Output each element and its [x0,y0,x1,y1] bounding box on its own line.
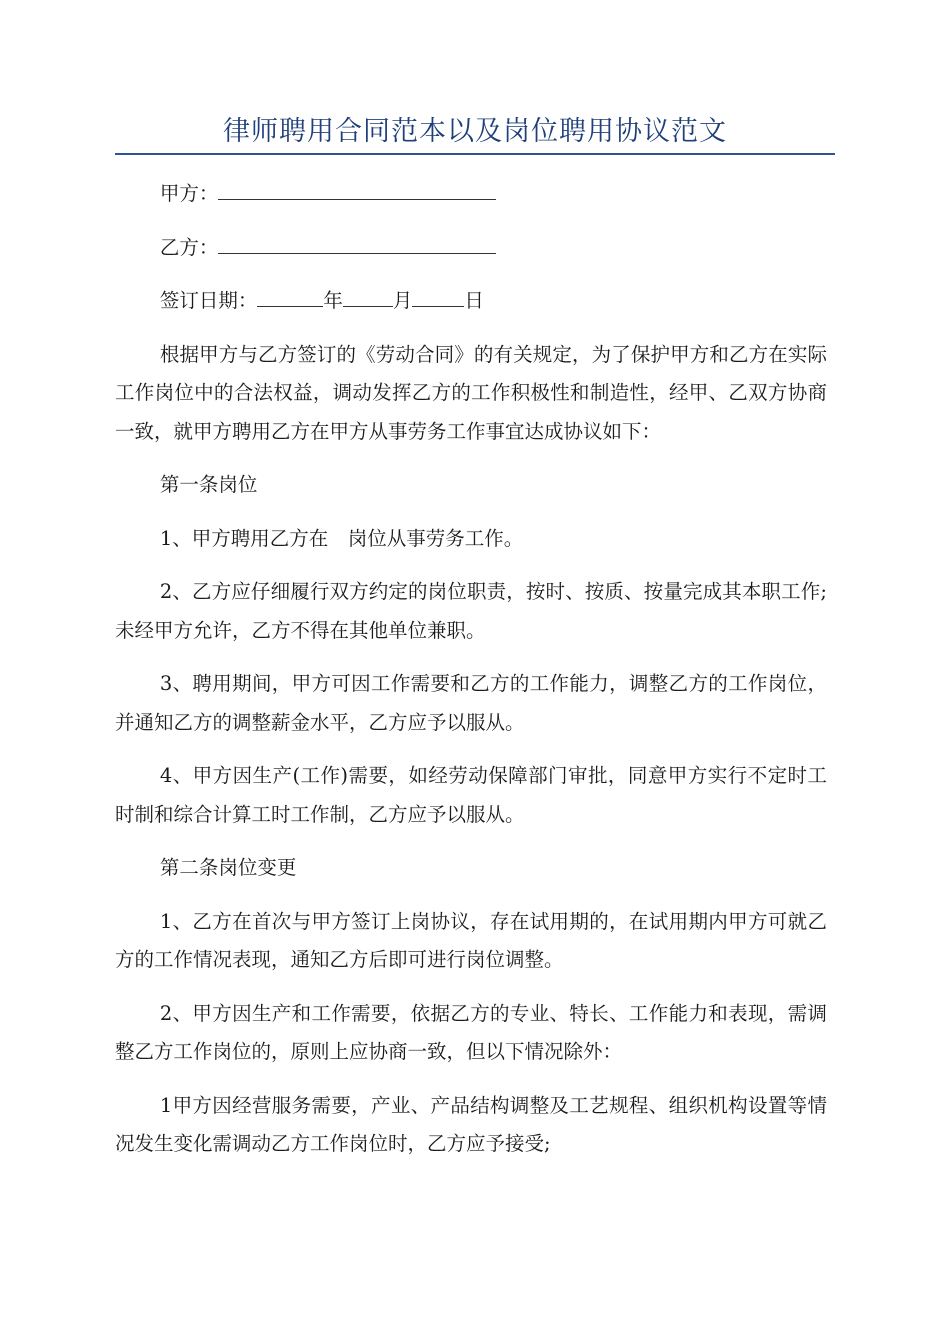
month-label: 月 [392,289,413,312]
article-1-clause-2: 2、乙方应仔细履行双方约定的岗位职责，按时、按质、按量完成其本职工作;未经甲方允许，乙方不得在其他单位兼职。 [115,580,827,642]
article-1-clause-4: 4、甲方因生产(工作)需要，如经劳动保障部门审批，同意甲方实行不定时工时制和综合计算工时工作制，乙方应予以服从。 [115,764,827,826]
title-underline [115,153,835,155]
article-2-heading: 第二条岗位变更 [159,856,297,879]
article-1-heading: 第一条岗位 [159,473,258,496]
party-a-blank [218,177,496,200]
article-1-clause-3: 3、聘用期间，甲方可因工作需要和乙方的工作能力，调整乙方的工作岗位，并通知乙方的调整薪金水平，乙方应予以服从。 [115,672,827,734]
year-label: 年 [323,289,343,312]
month-blank [343,284,393,307]
day-blank [412,284,464,307]
party-a-field [115,175,827,214]
party-b-field [115,229,827,268]
article-2-item-1: 1甲方因经营服务需要，产业、产品结构调整及工艺规程、组织机构设置等情况发生变化需调动乙方工作岗位时，乙方应予接受; [115,1093,827,1155]
article-2-clause-2: 2、甲方因生产和工作需要，依据乙方的专业、特长、工作能力和表现，需调整乙方工作岗位的，原则上应协商一致，但以下情况除外： [115,1001,827,1063]
year-blank [257,284,323,307]
intro-paragraph: 根据甲方与乙方签订的《劳动合同》的有关规定，为了保护甲方和乙方在实际工作岗位中的合法权益，调动发挥乙方的工作积极性和制造性，经甲、乙双方协商一致，就甲方聘用乙方在甲方从事劳务工作事宜达成协议如下： [115,342,827,443]
party-b-blank [218,231,496,254]
day-label: 日 [464,289,484,312]
party-b-label: 乙方： [159,235,219,259]
article-2-clause-1: 1、乙方在首次与甲方签订上岗协议，存在试用期的，在试用期内甲方可就乙方的工作情况表现，通知乙方后即可进行岗位调整。 [115,909,827,971]
sign-date-label: 签订日期： [159,289,258,312]
party-a-label: 甲方： [159,182,219,205]
document-body [115,175,827,1179]
document-title: 律师聘用合同范本以及岗位聘用协议范文 [223,116,727,147]
article-1-clause-1: 1、甲方聘用乙方在 岗位从事劳务工作。 [159,526,524,550]
sign-date-field [115,282,827,321]
